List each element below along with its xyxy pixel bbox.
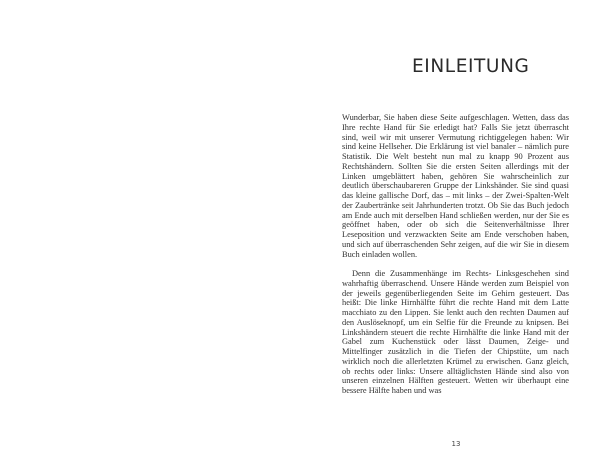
chapter-heading: EINLEITUNG xyxy=(412,56,530,77)
paragraph-2: Denn die Zusammenhänge im Rechts- Linksgeschehen sind wahrhaftig überraschend. Unsere Hände werden zum Beispiel von der jeweils gegenüberliegenden Seite im Gehirn gesteuert. Das heißt: Die linke Hirnhälfte führt die rechte Hand mit dem Latte macchiato zu den Lippen. Sie lenkt auch den rechten Daumen auf den Auslöseknopf, um ein Selfie für die Freunde zu knipsen. Bei Linkshändern steuert die rechte Hirnhälfte die linke Hand mit der Gabel zum Kuchenstück oder lässt Daumen, Zeige- und Mittelfinger zusätzlich in die Tiefen der Chipstüte, um nach wirklich noch die allerletzten Krümel zu erwischen. Ganz gleich, ob rechts oder links: Unsere alltäglichsten Hände sind also von unseren einzelnen Hälften gesteuert. Wetten wir überhaupt eine bessere Hälfte haben und was xyxy=(342,269,569,395)
paragraph-1: Wunderbar, Sie haben diese Seite aufgeschlagen. Wetten, dass das Ihre rechte Hand für Sie erledigt hat? Falls Sie jetzt überrascht sind, weil wir mit unserer Vermutung richtiggelegen haben: Wir sind keine Hellseher. Die Erklärung ist viel banaler – nämlich pure Statistik. Die Welt besteht nun mal zu knapp 90 Prozent aus Rechtshändern. Sollten Sie die ersten Seiten allerdings mit der Linken umgeblättert haben, gehören Sie wahrscheinlich zur deutlich überschaubareren Gruppe der Linkshänder. Sie sind quasi das kleine gallische Dorf, das – mit links – der Zwei-Spalten-Welt der Zaubertränke seit Jahrhunderten trotzt. Ob Sie das Buch jedoch am Ende auch mit derselben Hand schließen werden, nur der Sie es geöffnet haben, oder ob sich die Seitenverhältnisse Ihrer Leseposition und verzwackten Seite am Ende verschoben haben, und sich auf überraschenden Sehr zeigen, auf die wir Sie in diesem Buch einladen wollen. xyxy=(342,113,569,259)
page-number: 13 xyxy=(451,440,461,448)
body-text xyxy=(342,113,569,396)
